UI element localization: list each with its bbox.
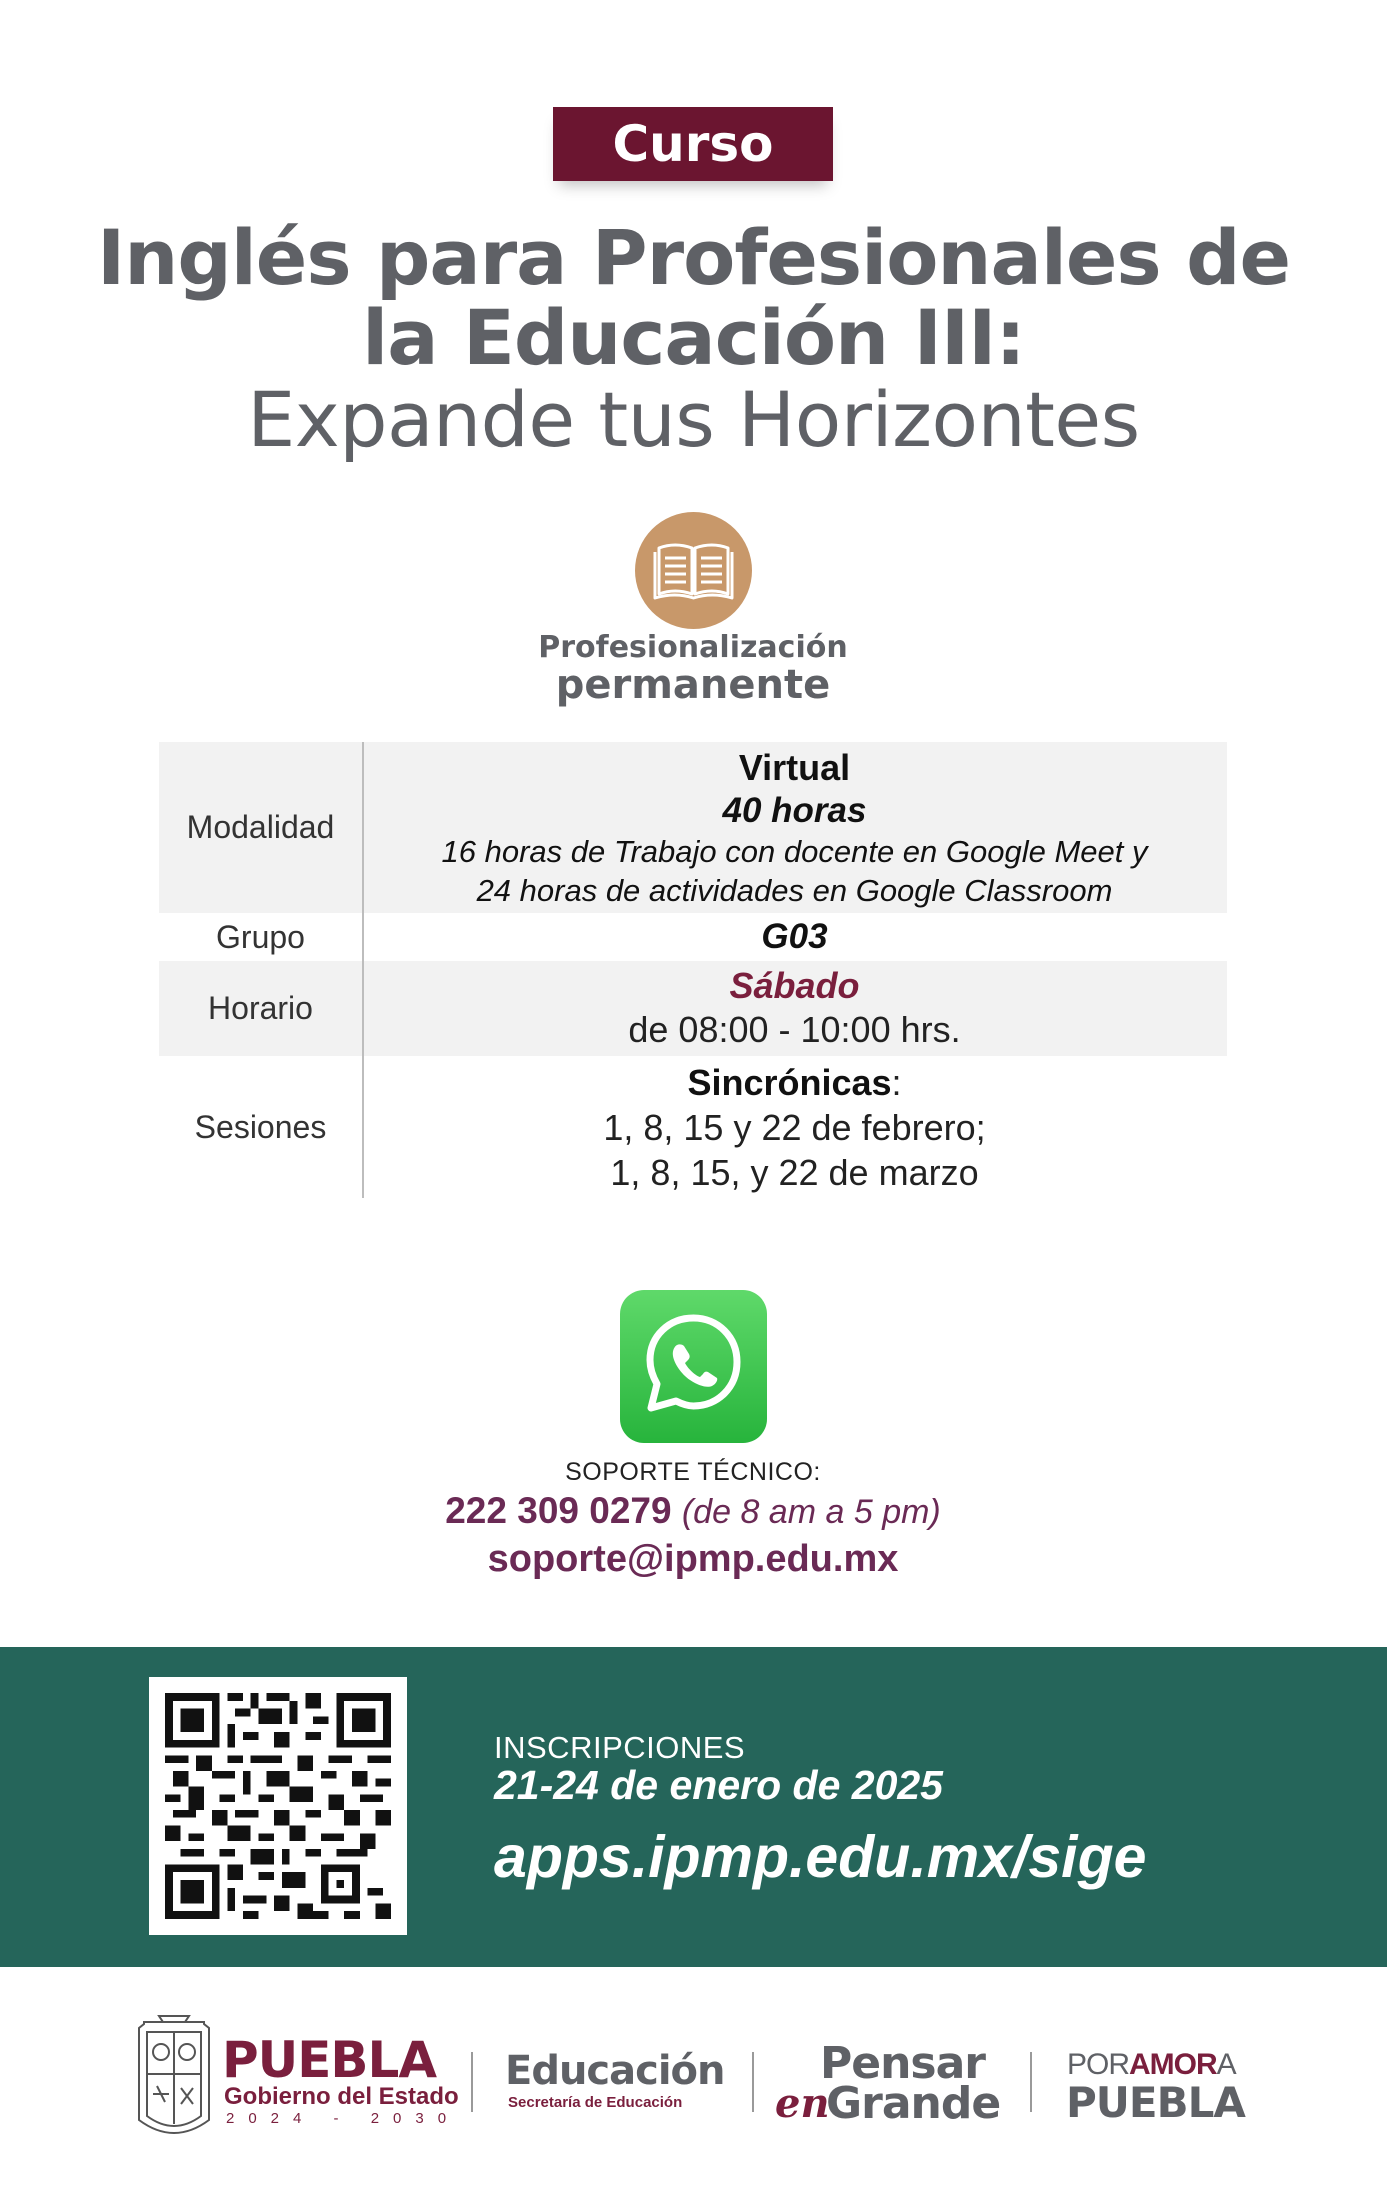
puebla-gobierno-text: Gobierno del Estado — [224, 2083, 459, 2110]
grupo-code: G03 — [761, 917, 828, 956]
sesiones-colon: : — [891, 1061, 902, 1103]
pensar-logo-grande: Grande — [826, 2078, 1001, 2129]
sesiones-value — [362, 1056, 1227, 1198]
support-email[interactable]: soporte@ipmp.edu.mx — [487, 1538, 899, 1580]
modalidad-mode: Virtual — [738, 746, 851, 788]
course-badge-label: Curso — [612, 115, 774, 173]
support-phone-line — [343, 1490, 1043, 1532]
por-amor-logo-line-1 — [1067, 2048, 1236, 2082]
support-hours: (de 8 am a 5 pm) — [681, 1493, 941, 1531]
table-row-sesiones — [159, 1056, 1227, 1198]
table-row-grupo — [159, 913, 1227, 961]
logo-divider — [752, 2052, 754, 2112]
program-label-line-1: Profesionalización — [538, 630, 848, 665]
sesiones-label: Sesiones — [194, 1108, 327, 1145]
educacion-logo-subtitle: Secretaría de Educación — [508, 2094, 683, 2111]
logo-divider — [1030, 2052, 1032, 2112]
grupo-value — [362, 913, 1227, 961]
sesiones-type-line — [687, 1060, 901, 1105]
subtitle: Expande tus Horizontes — [247, 375, 1140, 464]
table-divider — [362, 742, 364, 1198]
puebla-logo-text: PUEBLA — [222, 2031, 437, 2089]
amor-text: AMOR — [1129, 2048, 1217, 2081]
course-badge — [553, 107, 833, 181]
horario-day: Sábado — [729, 965, 860, 1006]
modalidad-hours: 40 horas — [722, 790, 867, 830]
por-amor-logo-puebla: PUEBLA — [1066, 2078, 1245, 2127]
sesiones-dates-1: 1, 8, 15 y 22 de febrero; — [603, 1106, 986, 1148]
sesiones-type: Sincrónicas — [687, 1061, 892, 1103]
modalidad-detail-1: 16 horas de Trabajo con docente en Google Meet y — [441, 833, 1148, 869]
title-line-1: Inglés para Profesionales de — [96, 213, 1291, 302]
sesiones-dates-2: 1, 8, 15, y 22 de marzo — [610, 1151, 979, 1193]
program-label-line-2: permanente — [555, 662, 831, 708]
qr-code[interactable] — [165, 1693, 391, 1919]
modalidad-label: Modalidad — [186, 809, 335, 845]
title-line-2: la Educación III: — [362, 293, 1025, 382]
horario-label: Horario — [208, 990, 313, 1026]
whatsapp-icon[interactable] — [620, 1290, 767, 1443]
grupo-label: Grupo — [216, 918, 305, 955]
educacion-logo-text: Educación — [505, 2048, 725, 2094]
puebla-years-text: 2024 - 2030 — [226, 2110, 461, 2127]
modalidad-value — [362, 742, 1227, 913]
a-text: A — [1216, 2048, 1236, 2081]
registration-label: INSCRIPCIONES — [494, 1730, 746, 1765]
open-book-icon — [635, 512, 752, 629]
horario-time: de 08:00 - 10:00 hrs. — [628, 1009, 961, 1050]
puebla-coat-of-arms-icon — [129, 2012, 219, 2148]
registration-dates: 21-24 de enero de 2025 — [494, 1762, 943, 1808]
support-label: SOPORTE TÉCNICO: — [565, 1458, 821, 1486]
horario-value — [362, 961, 1227, 1056]
support-phone[interactable]: 222 309 0279 — [445, 1490, 672, 1531]
pensar-logo-en: en — [775, 2080, 830, 2127]
pensar-logo-text: Pensar — [820, 2038, 985, 2089]
por-text: POR — [1067, 2048, 1130, 2081]
modalidad-detail-2: 24 horas de actividades en Google Classroom — [476, 872, 1113, 908]
logo-divider — [471, 2052, 473, 2112]
table-row-modalidad — [159, 742, 1227, 913]
registration-url[interactable]: apps.ipmp.edu.mx/sige — [494, 1824, 1147, 1890]
table-row-horario — [159, 961, 1227, 1056]
